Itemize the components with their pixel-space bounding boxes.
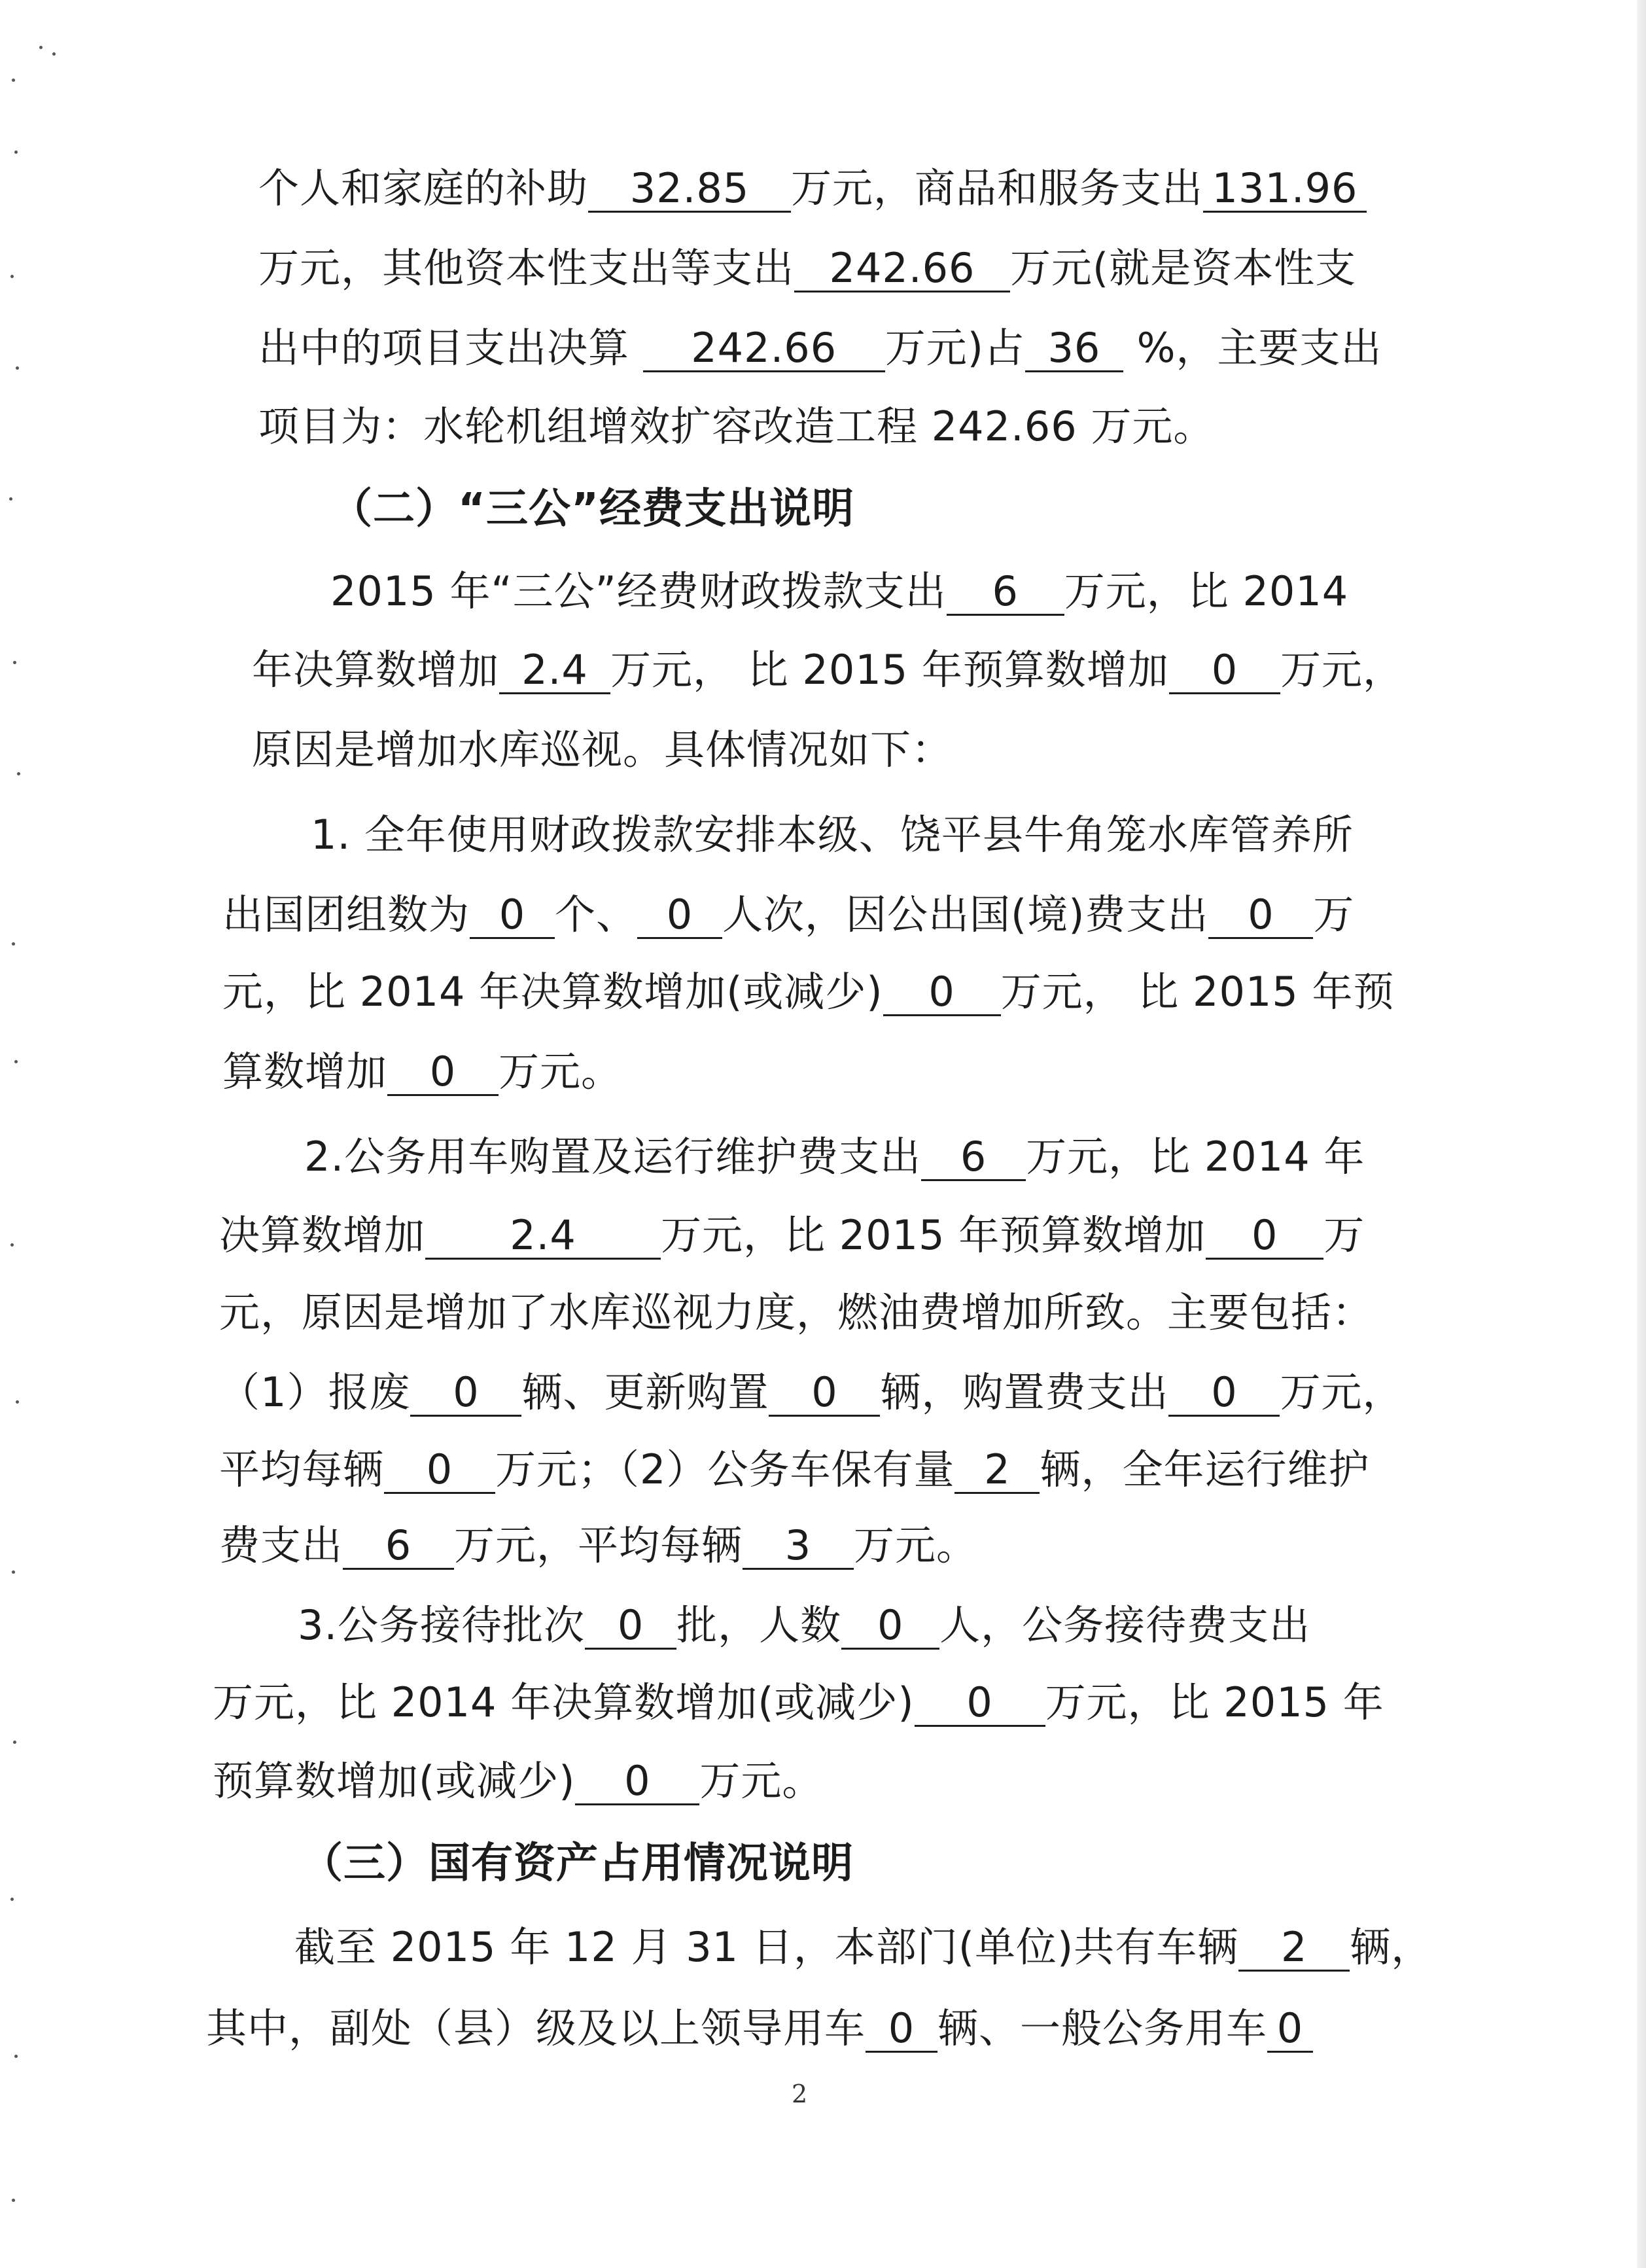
filled-blank: 0 <box>883 970 1001 1016</box>
text-run: 万元，其他资本性支出等支出 <box>258 244 795 292</box>
text-run: 人次，因公出国(境)费支出 <box>722 891 1209 938</box>
filled-blank: 0 <box>1169 648 1280 694</box>
scan-speck <box>14 151 18 154</box>
scan-speck <box>16 1400 19 1404</box>
text-line <box>219 1519 977 1572</box>
text-run: 元，原因是增加了水库巡视力度，燃油费增加所致。主要包括： <box>219 1288 1374 1336</box>
text-run: 截至 2015 年 12 月 31 日，本部门(单位)共有车辆 <box>294 1923 1239 1971</box>
filled-blank: 0 <box>866 2006 937 2053</box>
filled-blank: 0 <box>1208 893 1313 939</box>
filled-blank: 0 <box>384 1447 495 1494</box>
text-run: 万元， 比 2015 年预 <box>1000 968 1395 1016</box>
filled-blank: 6 <box>343 1523 454 1570</box>
text-line <box>304 1131 1365 1183</box>
text-line <box>258 322 1382 374</box>
scan-speck <box>12 1570 15 1574</box>
scan-speck <box>16 366 19 370</box>
text-run: 辆、更新购置 <box>521 1368 769 1416</box>
text-run: 万元。 <box>499 1048 623 1095</box>
filled-blank: 0 <box>769 1370 880 1417</box>
filled-blank: 0 <box>575 1759 699 1805</box>
filled-blank: 0 <box>1267 2006 1313 2053</box>
text-run: 万 <box>1313 891 1355 938</box>
text-run: 其中，副处（县）级及以上领导用车 <box>206 2004 866 2052</box>
scan-speck <box>52 52 56 56</box>
text-run: 个人和家庭的补助 <box>258 164 589 212</box>
text-run: 万 <box>1323 1211 1365 1259</box>
scan-speck <box>10 275 14 278</box>
text-run: 万元，比 2015 年 <box>1045 1678 1384 1726</box>
text-line <box>206 2002 1313 2055</box>
scan-speck <box>17 772 20 775</box>
text-line <box>252 644 1404 696</box>
text-run: 万元(就是资本性支 <box>1010 244 1357 292</box>
text-line <box>252 724 953 776</box>
text-run: 辆， <box>1350 1923 1433 1971</box>
filled-blank: 0 <box>637 893 722 939</box>
section-heading <box>330 483 854 535</box>
text-line <box>298 1599 1310 1652</box>
text-run: 2015 年“三公”经费财政拨款支出 <box>330 567 947 615</box>
text-run: 批，人数 <box>676 1601 842 1649</box>
page-number: 2 <box>792 2080 808 2108</box>
text-run: 3.公务接待批次 <box>298 1601 586 1649</box>
filled-blank: 32.85 <box>588 166 791 213</box>
text-line <box>330 565 1348 618</box>
text-run: 元，比 2014 年决算数增加(或减少) <box>222 968 883 1016</box>
filled-blank: 242.66 <box>643 326 885 372</box>
filled-blank: 0 <box>1206 1213 1323 1260</box>
text-line <box>222 1046 622 1098</box>
text-line <box>213 1676 1384 1729</box>
scan-speck <box>10 1898 14 1901</box>
filled-blank: 0 <box>1168 1370 1280 1417</box>
filled-blank: 0 <box>470 893 555 939</box>
text-line <box>222 966 1395 1018</box>
text-run: 个、 <box>555 891 638 938</box>
text-run: 万元，比 2015 年预算数增加 <box>661 1211 1206 1259</box>
filled-blank: 2.4 <box>499 648 610 694</box>
scan-speck <box>12 2199 15 2202</box>
filled-blank: 0 <box>410 1370 521 1417</box>
text-line <box>219 1209 1365 1262</box>
text-run: 万元。 <box>699 1757 824 1805</box>
text-run: 原因是增加水库巡视。具体情况如下： <box>252 726 953 773</box>
text-run: 万元， 比 2015 年预算数增加 <box>610 646 1169 694</box>
text-run: %，主要支出 <box>1123 324 1382 372</box>
scan-speck <box>10 1243 14 1247</box>
text-line <box>222 889 1354 941</box>
filled-blank: 131.96 <box>1203 166 1367 213</box>
text-run: （三）国有资产占用情况说明 <box>301 1839 854 1888</box>
text-run: 辆、一般公务用车 <box>937 2004 1268 2052</box>
text-run: 万元，比 2014 <box>1064 567 1349 615</box>
text-line <box>258 242 1356 294</box>
scan-speck <box>12 942 15 946</box>
scan-speck <box>14 2055 18 2058</box>
text-run: （1）报废 <box>219 1368 411 1416</box>
scan-speck <box>12 79 15 82</box>
text-line <box>258 162 1367 215</box>
filled-blank: 36 <box>1025 326 1123 372</box>
filled-blank: 242.66 <box>794 246 1010 292</box>
text-run: 万元)占 <box>884 324 1025 372</box>
text-run: 万元；（2）公务车保有量 <box>495 1445 955 1493</box>
text-run: 预算数增加(或减少) <box>213 1757 576 1805</box>
text-line <box>213 1755 823 1807</box>
text-run: 项目为：水轮机组增效扩容改造工程 242.66 万元。 <box>258 402 1215 450</box>
scan-speck <box>13 1741 16 1744</box>
text-line <box>311 809 1354 861</box>
text-line <box>219 1366 1404 1419</box>
text-run: 万元，比 2014 年 <box>1026 1133 1365 1180</box>
text-run: 万元，商品和服务支出 <box>791 164 1204 212</box>
text-run: 出中的项目支出决算 <box>258 324 643 372</box>
text-run: 算数增加 <box>222 1048 388 1095</box>
section-heading <box>301 1837 854 1890</box>
filled-blank: 0 <box>585 1603 676 1650</box>
text-run: 人，公务接待费支出 <box>939 1601 1311 1649</box>
scan-speck <box>13 661 16 664</box>
text-run: 出国团组数为 <box>222 891 470 938</box>
filled-blank: 2 <box>954 1447 1040 1494</box>
filled-blank: 0 <box>915 1680 1045 1727</box>
text-line <box>219 1444 1369 1496</box>
text-run: 辆，购置费支出 <box>880 1368 1169 1416</box>
text-run: 辆，全年运行维护 <box>1040 1445 1370 1493</box>
text-line <box>219 1286 1373 1339</box>
text-run: 年决算数增加 <box>252 646 500 694</box>
text-run: 万元，比 2014 年决算数增加(或减少) <box>213 1678 915 1726</box>
filled-blank: 0 <box>841 1603 939 1650</box>
text-run: 2.公务用车购置及运行维护费支出 <box>304 1133 922 1180</box>
filled-blank: 6 <box>947 569 1064 616</box>
text-run: 平均每辆 <box>219 1445 385 1493</box>
scan-speck <box>9 497 12 501</box>
text-run: 万元， <box>1280 646 1404 694</box>
filled-blank: 2.4 <box>425 1213 661 1260</box>
filled-blank: 2 <box>1238 1925 1350 1972</box>
scan-speck <box>14 1060 18 1063</box>
scan-speck <box>39 46 43 49</box>
scan-edge <box>1637 0 1646 2268</box>
text-run: 决算数增加 <box>219 1211 426 1259</box>
filled-blank: 6 <box>921 1135 1026 1181</box>
text-line <box>294 1921 1432 1974</box>
text-line <box>258 400 1214 453</box>
text-run: 万元，平均每辆 <box>454 1521 743 1569</box>
filled-blank: 3 <box>743 1523 854 1570</box>
text-run: 费支出 <box>219 1521 343 1569</box>
text-run: 万元。 <box>854 1521 978 1569</box>
text-run: 万元， <box>1280 1368 1404 1416</box>
text-run: （二）“三公”经费支出说明 <box>330 485 855 533</box>
text-run: 1. 全年使用财政拨款安排本级、饶平县牛角笼水库管养所 <box>311 811 1354 859</box>
filled-blank: 0 <box>387 1050 499 1096</box>
